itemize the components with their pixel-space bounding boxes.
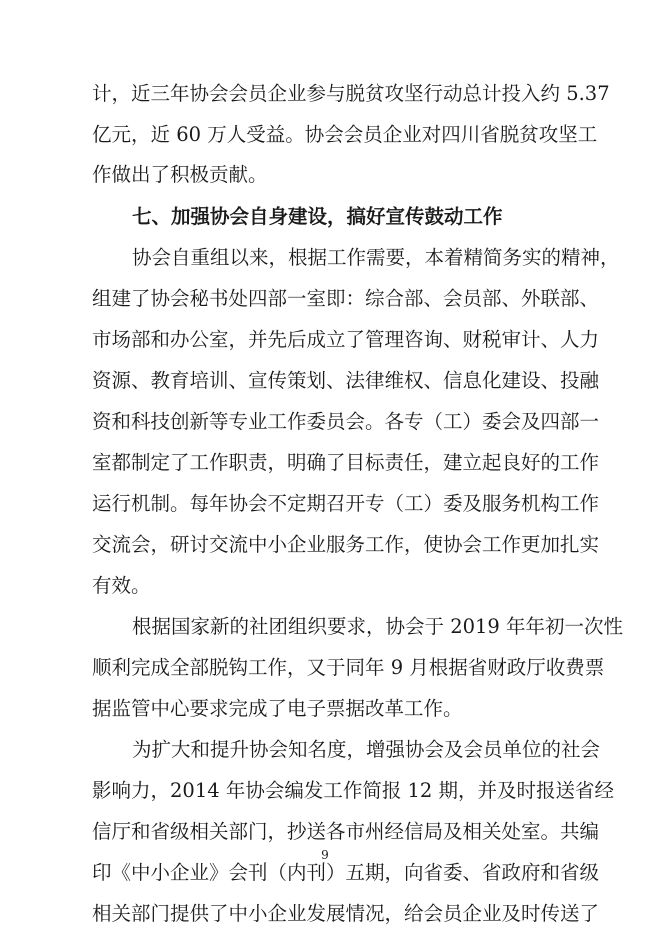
text-line: 计，近三年协会会员企业参与脱贫攻坚行动总计投入约 5.37 — [92, 82, 610, 105]
text-line: 交流会，研讨交流中小企业服务工作，使协会工作更加扎实 — [92, 533, 600, 556]
text-line: 作做出了积极贡献。 — [92, 163, 268, 186]
text-line: 顺利完成全部脱钩工作，又于同年 9 月根据省财政厅收费票 — [92, 656, 605, 679]
text-line: 亿元，近 60 万人受益。协会会员企业对四川省脱贫攻坚工 — [92, 123, 598, 146]
text-line: 协会自重组以来，根据工作需要，本着精简务实的精神， — [132, 246, 620, 269]
text-line: 影响力，2014 年协会编发工作简报 12 期，并及时报送省经 — [92, 779, 615, 802]
text-line: 根据国家新的社团组织要求，协会于 2019 年年初一次性 — [132, 615, 624, 638]
text-line: 有效。 — [92, 574, 151, 597]
text-line: 资源、教育培训、宣传策划、法律维权、信息化建设、投融 — [92, 369, 600, 392]
text-line: 资和科技创新等专业工作委员会。各专（工）委会及四部一 — [92, 410, 600, 433]
text-line: 市场部和办公室，并先后成立了管理咨询、财税审计、人力 — [92, 328, 600, 351]
text-line: 组建了协会秘书处四部一室即：综合部、会员部、外联部、 — [92, 287, 600, 310]
text-line: 相关部门提供了中小企业发展情况，给会员企业及时传送了 — [92, 902, 600, 925]
text-line: 室都制定了工作职责，明确了目标责任，建立起良好的工作 — [92, 451, 600, 474]
section-heading: 七、加强协会自身建设，搞好宣传鼓动工作 — [132, 205, 503, 228]
text-line: 印《中小企业》会刊（内刊）五期，向省委、省政府和省级 — [92, 861, 600, 884]
text-line: 信厅和省级相关部门，抄送各市州经信局及相关处室。共编 — [92, 820, 600, 843]
text-line: 据监管中心要求完成了电子票据改革工作。 — [92, 697, 463, 720]
text-line: 为扩大和提升协会知名度，增强协会及会员单位的社会 — [132, 738, 601, 761]
page-number: 9 — [321, 848, 329, 862]
text-line: 运行机制。每年协会不定期召开专（工）委及服务机构工作 — [92, 492, 600, 515]
